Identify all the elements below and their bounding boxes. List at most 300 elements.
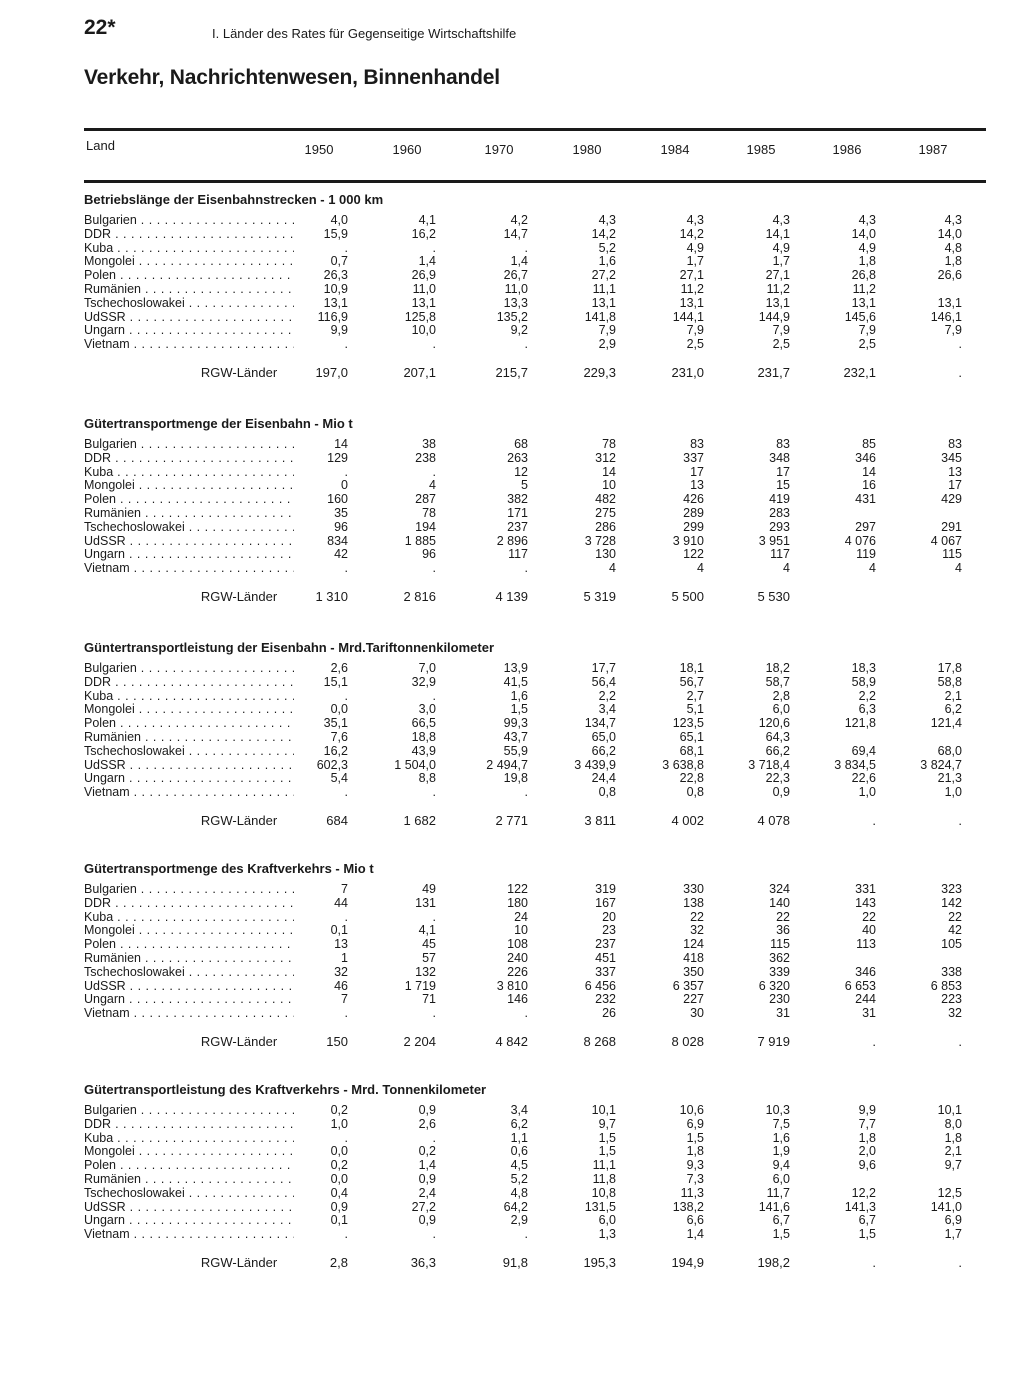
table-cell: 13,9 xyxy=(503,661,528,675)
column-header-year: 1986 xyxy=(832,142,862,157)
table-cell: 14,0 xyxy=(937,226,962,241)
table-cell: 227 xyxy=(683,992,704,1007)
table-cell: 22 xyxy=(948,909,962,924)
table-cell: 5,2 xyxy=(598,240,616,255)
table-cell: 0,9 xyxy=(418,1213,436,1228)
table-cell: 232 xyxy=(595,992,616,1007)
total-cell: 2 816 xyxy=(403,588,436,604)
table-cell: 9,6 xyxy=(858,1158,876,1173)
country-label: Tschechoslowakei . . . xyxy=(84,745,294,759)
total-cell: 3 811 xyxy=(584,812,616,828)
table-cell: 115 xyxy=(770,937,790,952)
table-cell: 11,2 xyxy=(680,281,704,296)
table-cell: 105 xyxy=(941,937,962,952)
total-cell: 150 xyxy=(326,1033,348,1049)
table-row xyxy=(84,1007,986,1021)
table-cell: 35,1 xyxy=(323,716,348,731)
table-row xyxy=(84,772,986,786)
table-cell: 1,8 xyxy=(858,254,876,269)
total-cell: 215,7 xyxy=(495,364,528,380)
table-row xyxy=(84,338,986,352)
table-cell: 4 xyxy=(869,561,876,576)
table-cell: 339 xyxy=(769,964,790,979)
column-header-year: 1950 xyxy=(304,142,334,157)
table-cell: 23 xyxy=(602,923,616,938)
total-row xyxy=(84,362,986,384)
table-cell: 346 xyxy=(855,964,876,979)
table-cell: 1,0 xyxy=(330,1116,348,1131)
table-cell: 11,8 xyxy=(592,1171,616,1186)
table-cell: 291 xyxy=(941,519,962,534)
table-cell: 4,0 xyxy=(330,213,348,227)
table-cell: 144,9 xyxy=(758,309,790,324)
table-cell: 55,9 xyxy=(503,743,528,758)
table-cell: 26,8 xyxy=(851,268,876,283)
table-cell: 10,3 xyxy=(765,1103,790,1117)
total-cell: 684 xyxy=(326,812,348,828)
table-row xyxy=(84,242,986,256)
table-cell: 4 xyxy=(955,561,962,576)
table-row xyxy=(84,283,986,297)
total-row xyxy=(84,1031,986,1053)
table-cell: 2,9 xyxy=(510,1213,528,1228)
table-cell: 240 xyxy=(507,950,528,965)
table-cell: 142 xyxy=(941,895,962,910)
table-cell: 3 728 xyxy=(584,533,616,548)
table-cell: 0,9 xyxy=(418,1171,436,1186)
total-cell: 5 319 xyxy=(583,588,616,604)
table-cell: 8,0 xyxy=(944,1116,962,1131)
table-cell: 348 xyxy=(769,450,790,465)
table-cell: 2 896 xyxy=(496,533,528,548)
country-label: Polen . . . xyxy=(84,269,294,283)
table-cell: . xyxy=(432,909,436,924)
table-row xyxy=(84,1228,986,1242)
table-cell: 4 xyxy=(783,561,790,576)
table-cell: 9,4 xyxy=(772,1158,790,1173)
table-cell: 13,3 xyxy=(503,295,528,310)
table-cell: 9,3 xyxy=(686,1158,704,1173)
table-cell: 83 xyxy=(948,437,962,451)
country-label: UdSSR . . . xyxy=(84,759,294,773)
table-cell: 13,1 xyxy=(323,295,348,310)
table-cell: 1,5 xyxy=(772,1227,790,1242)
table-cell: . xyxy=(344,688,348,703)
table-cell: 27,1 xyxy=(679,268,704,283)
country-label: Vietnam . . . xyxy=(84,1228,294,1242)
table-cell: 32 xyxy=(334,964,348,979)
table-cell: 96 xyxy=(334,519,348,534)
total-cell: 2 204 xyxy=(403,1033,436,1049)
table-cell: 275 xyxy=(595,505,616,520)
table-cell: 331 xyxy=(855,882,876,896)
table-cell: 58,9 xyxy=(851,674,876,689)
table-cell: 5 xyxy=(521,478,528,493)
table-header-row xyxy=(84,136,986,172)
country-label: Mongolei . . . xyxy=(84,255,294,269)
table-cell: 143 xyxy=(855,895,876,910)
total-cell: . xyxy=(958,364,962,380)
table-cell: 482 xyxy=(595,492,616,507)
table-cell: 7,9 xyxy=(858,323,876,338)
table-cell: 68,1 xyxy=(679,743,704,758)
table-cell: 1,8 xyxy=(686,1144,704,1159)
table-cell: 1,5 xyxy=(858,1227,876,1242)
table-cell: 4,1 xyxy=(418,213,436,227)
total-row xyxy=(84,1252,986,1274)
table-cell: 22 xyxy=(776,909,790,924)
table-cell: 171 xyxy=(507,505,528,520)
table-cell: 18,3 xyxy=(851,661,876,675)
table-cell: 26,7 xyxy=(503,268,528,283)
section-title: Gütertransportleistung des Kraftverkehrs - Mrd. Tonnenkilometer xyxy=(84,1082,487,1097)
table-cell: 160 xyxy=(327,492,348,507)
country-label: DDR . . . xyxy=(84,897,294,911)
table-cell: 83 xyxy=(690,437,704,451)
country-label: Bulgarien . . . xyxy=(84,438,294,452)
table-cell: 7,7 xyxy=(858,1116,876,1131)
table-row xyxy=(84,479,986,493)
table-cell: 10,1 xyxy=(937,1103,962,1117)
table-top-rule xyxy=(84,128,986,131)
table-cell: 1,1 xyxy=(510,1130,528,1145)
table-row xyxy=(84,1173,986,1187)
table-cell: 0,2 xyxy=(330,1158,348,1173)
table-cell: 7 xyxy=(341,992,348,1007)
table-row xyxy=(84,745,986,759)
table-cell: 0,9 xyxy=(418,1103,436,1117)
table-cell: 0,2 xyxy=(330,1103,348,1117)
table-row xyxy=(84,1145,986,1159)
table-cell: 26 xyxy=(602,1006,616,1021)
table-row xyxy=(84,228,986,242)
country-label: Ungarn . . . xyxy=(84,548,294,562)
table-row xyxy=(84,466,986,480)
table-cell: 3,0 xyxy=(418,702,436,717)
total-cell: 195,3 xyxy=(583,1254,616,1270)
table-cell: 12,5 xyxy=(937,1185,962,1200)
table-row xyxy=(84,1159,986,1173)
total-cell: . xyxy=(872,1033,876,1049)
table-cell: 13,1 xyxy=(851,295,876,310)
table-cell: 0,0 xyxy=(330,702,348,717)
total-cell: 2,8 xyxy=(329,1254,348,1270)
table-cell: 138,2 xyxy=(672,1199,704,1214)
column-header-year: 1960 xyxy=(392,142,422,157)
table-cell: 4,8 xyxy=(944,240,962,255)
table-cell: 6,0 xyxy=(772,702,790,717)
table-cell: 0 xyxy=(341,478,348,493)
table-cell: 1,8 xyxy=(944,1130,962,1145)
table-cell: 69,4 xyxy=(851,743,876,758)
total-label: RGW-Länder xyxy=(200,1254,278,1270)
table-cell: . xyxy=(344,909,348,924)
table-cell: 13,1 xyxy=(679,295,704,310)
table-row xyxy=(84,759,986,773)
table-cell: 17 xyxy=(948,478,962,493)
table-cell: 362 xyxy=(769,950,790,965)
table-cell: 346 xyxy=(855,450,876,465)
country-label: Polen . . . xyxy=(84,1159,294,1173)
table-row xyxy=(84,938,986,952)
total-cell: 4 002 xyxy=(671,812,704,828)
table-cell: 1 719 xyxy=(404,978,436,993)
country-label: Mongolei . . . xyxy=(84,924,294,938)
table-cell: 41,5 xyxy=(503,674,528,689)
table-cell: . xyxy=(344,1227,348,1242)
country-label: DDR . . . xyxy=(84,452,294,466)
column-header-year: 1980 xyxy=(572,142,602,157)
column-header-year: 1985 xyxy=(746,142,776,157)
table-cell: . xyxy=(524,240,528,255)
table-cell: 10,1 xyxy=(591,1103,616,1117)
table-row xyxy=(84,1214,986,1228)
table-row xyxy=(84,521,986,535)
table-cell: 4,3 xyxy=(858,213,876,227)
table-cell: 0,2 xyxy=(418,1144,436,1159)
table-cell: 2,2 xyxy=(598,688,616,703)
table-cell: . xyxy=(344,1130,348,1145)
table-cell: 58,7 xyxy=(765,674,790,689)
table-cell: 1,5 xyxy=(510,702,528,717)
table-cell: 115 xyxy=(942,547,962,562)
table-cell: 40 xyxy=(862,923,876,938)
country-label: Bulgarien . . . xyxy=(84,662,294,676)
country-label: Ungarn . . . xyxy=(84,1214,294,1228)
table-row xyxy=(84,214,986,228)
table-row xyxy=(84,883,986,897)
table-cell: . xyxy=(432,1227,436,1242)
table-row xyxy=(84,1132,986,1146)
table-cell: 146,1 xyxy=(930,309,962,324)
table-cell: 9,7 xyxy=(598,1116,616,1131)
table-cell: 289 xyxy=(683,505,704,520)
table-cell: 58,8 xyxy=(937,674,962,689)
country-label: Kuba . . . xyxy=(84,1132,294,1146)
table-cell: 18,8 xyxy=(411,729,436,744)
table-cell: 141,6 xyxy=(758,1199,790,1214)
table-row xyxy=(84,297,986,311)
table-cell: 10 xyxy=(514,923,528,938)
table-cell: 7,9 xyxy=(944,323,962,338)
table-cell: 65,0 xyxy=(591,729,616,744)
table-cell: . xyxy=(432,464,436,479)
table-cell: 2,4 xyxy=(418,1185,436,1200)
table-cell: 2,5 xyxy=(686,337,704,352)
total-cell: 36,3 xyxy=(410,1254,436,1270)
table-cell: 1,4 xyxy=(418,254,436,269)
table-cell: 134,7 xyxy=(584,716,616,731)
table-cell: 14,7 xyxy=(503,226,528,241)
table-cell: 1,0 xyxy=(944,785,962,800)
table-row xyxy=(84,897,986,911)
column-header-year: 1970 xyxy=(484,142,514,157)
table-cell: 123,5 xyxy=(672,716,704,731)
table-cell: 4,9 xyxy=(858,240,876,255)
table-cell: 6,0 xyxy=(598,1213,616,1228)
table-row xyxy=(84,786,986,800)
country-label: Kuba . . . xyxy=(84,242,294,256)
table-cell: 17 xyxy=(690,464,704,479)
total-cell: 91,8 xyxy=(502,1254,528,1270)
table-cell: 451 xyxy=(595,950,616,965)
table-cell: 117 xyxy=(508,547,528,562)
table-cell: 26,3 xyxy=(323,268,348,283)
table-cell: 121,8 xyxy=(844,716,876,731)
table-row xyxy=(84,911,986,925)
table-cell: 7,9 xyxy=(686,323,704,338)
table-cell: 1 504,0 xyxy=(394,757,436,772)
table-cell: 13 xyxy=(334,937,348,952)
table-row xyxy=(84,703,986,717)
table-cell: 4,8 xyxy=(510,1185,528,1200)
table-cell: 141,8 xyxy=(584,309,616,324)
table-cell: 244 xyxy=(855,992,876,1007)
table-cell: 68,0 xyxy=(937,743,962,758)
table-cell: . xyxy=(958,337,962,352)
table-cell: 5,2 xyxy=(510,1171,528,1186)
table-cell: 57 xyxy=(422,950,436,965)
table-cell: 13 xyxy=(948,464,962,479)
table-cell: 66,2 xyxy=(591,743,616,758)
table-cell: 1,5 xyxy=(686,1130,704,1145)
table-row xyxy=(84,980,986,994)
table-cell: 293 xyxy=(769,519,790,534)
table-cell: 78 xyxy=(422,505,436,520)
table-cell: 2,6 xyxy=(418,1116,436,1131)
page-number: 22* xyxy=(84,16,116,39)
table-cell: . xyxy=(344,561,348,576)
table-cell: 14 xyxy=(334,437,348,451)
section-road-freight-volume xyxy=(84,861,986,1053)
table-cell: 297 xyxy=(855,519,876,534)
table-cell: 10,9 xyxy=(323,281,348,296)
table-cell: 4,1 xyxy=(418,923,436,938)
data-rows xyxy=(84,214,986,352)
total-label: RGW-Länder xyxy=(200,1033,278,1049)
table-cell: 42 xyxy=(948,923,962,938)
total-cell: 5 530 xyxy=(757,588,790,604)
table-cell: 0,1 xyxy=(330,923,348,938)
table-cell: 1,8 xyxy=(944,254,962,269)
table-cell: 131 xyxy=(415,895,436,910)
table-row xyxy=(84,1187,986,1201)
table-cell: 7,9 xyxy=(772,323,790,338)
table-cell: 83 xyxy=(776,437,790,451)
table-row xyxy=(84,952,986,966)
total-cell: 5 500 xyxy=(671,588,704,604)
total-row xyxy=(84,586,986,608)
table-cell: 144,1 xyxy=(672,309,704,324)
table-cell: 230 xyxy=(769,992,790,1007)
table-cell: 15,9 xyxy=(323,226,348,241)
table-cell: 338 xyxy=(941,964,962,979)
table-cell: 3,4 xyxy=(598,702,616,717)
table-cell: 4,9 xyxy=(686,240,704,255)
table-cell: 4,2 xyxy=(510,213,528,227)
table-cell: 299 xyxy=(683,519,704,534)
table-cell: 237 xyxy=(595,937,616,952)
table-cell: 26,9 xyxy=(411,268,436,283)
table-cell: 32 xyxy=(690,923,704,938)
country-label: Mongolei . . . xyxy=(84,1145,294,1159)
country-label: Polen . . . xyxy=(84,717,294,731)
table-row xyxy=(84,535,986,549)
table-cell: 7,6 xyxy=(330,729,348,744)
table-cell: 180 xyxy=(507,895,528,910)
table-cell: 1 xyxy=(341,950,348,965)
country-label: DDR . . . xyxy=(84,1118,294,1132)
country-label: Rumänien . . . xyxy=(84,1173,294,1187)
table-cell: 3 834,5 xyxy=(834,757,876,772)
table-cell: 14,0 xyxy=(851,226,876,241)
table-row xyxy=(84,562,986,576)
country-label: Ungarn . . . xyxy=(84,772,294,786)
table-cell: 9,7 xyxy=(944,1158,962,1173)
table-cell: 1,4 xyxy=(510,254,528,269)
table-cell: 85 xyxy=(862,437,876,451)
table-cell: 6,0 xyxy=(772,1171,790,1186)
table-cell: 116,9 xyxy=(317,309,348,324)
table-cell: 11,2 xyxy=(852,281,876,296)
country-label: Vietnam . . . xyxy=(84,562,294,576)
total-cell: 1 682 xyxy=(403,812,436,828)
total-cell: 198,2 xyxy=(757,1254,790,1270)
table-cell: 0,1 xyxy=(330,1213,348,1228)
country-label: Rumänien . . . xyxy=(84,507,294,521)
country-label: Bulgarien . . . xyxy=(84,1104,294,1118)
table-cell: . xyxy=(524,1227,528,1242)
table-cell: 4 xyxy=(609,561,616,576)
table-row xyxy=(84,438,986,452)
table-cell: 2,0 xyxy=(858,1144,876,1159)
table-cell: 14 xyxy=(862,464,876,479)
table-cell: 26,6 xyxy=(937,268,962,283)
total-cell: 4 842 xyxy=(495,1033,528,1049)
total-cell: 7 919 xyxy=(757,1033,790,1049)
table-cell: 64,3 xyxy=(765,729,790,744)
table-cell: 4 xyxy=(429,478,436,493)
table-row xyxy=(84,493,986,507)
country-label: Tschechoslowakei . . . xyxy=(84,521,294,535)
table-cell: 6 320 xyxy=(758,978,790,993)
total-cell: 232,1 xyxy=(843,364,876,380)
table-cell: 324 xyxy=(769,882,790,896)
table-cell: 6,2 xyxy=(510,1116,528,1131)
table-cell: 0,8 xyxy=(686,785,704,800)
column-header-land: Land xyxy=(86,138,115,153)
table-cell: 2,8 xyxy=(772,688,790,703)
table-cell: 124 xyxy=(683,937,704,952)
table-cell: 108 xyxy=(507,937,528,952)
country-label: DDR . . . xyxy=(84,676,294,690)
table-cell: 1,8 xyxy=(858,1130,876,1145)
table-row xyxy=(84,966,986,980)
table-cell: 6,3 xyxy=(858,702,876,717)
table-cell: 45 xyxy=(422,937,436,952)
table-cell: 1,5 xyxy=(598,1144,616,1159)
table-cell: 0,0 xyxy=(330,1144,348,1159)
table-cell: 3 718,4 xyxy=(748,757,790,772)
country-label: Tschechoslowakei . . . xyxy=(84,966,294,980)
table-cell: 138 xyxy=(683,895,704,910)
table-cell: 4 xyxy=(697,561,704,576)
country-label: Tschechoslowakei . . . xyxy=(84,1187,294,1201)
table-cell: 32,9 xyxy=(411,674,436,689)
total-label: RGW-Länder xyxy=(200,812,278,828)
table-cell: 15,1 xyxy=(323,674,348,689)
table-cell: 22,8 xyxy=(679,771,704,786)
